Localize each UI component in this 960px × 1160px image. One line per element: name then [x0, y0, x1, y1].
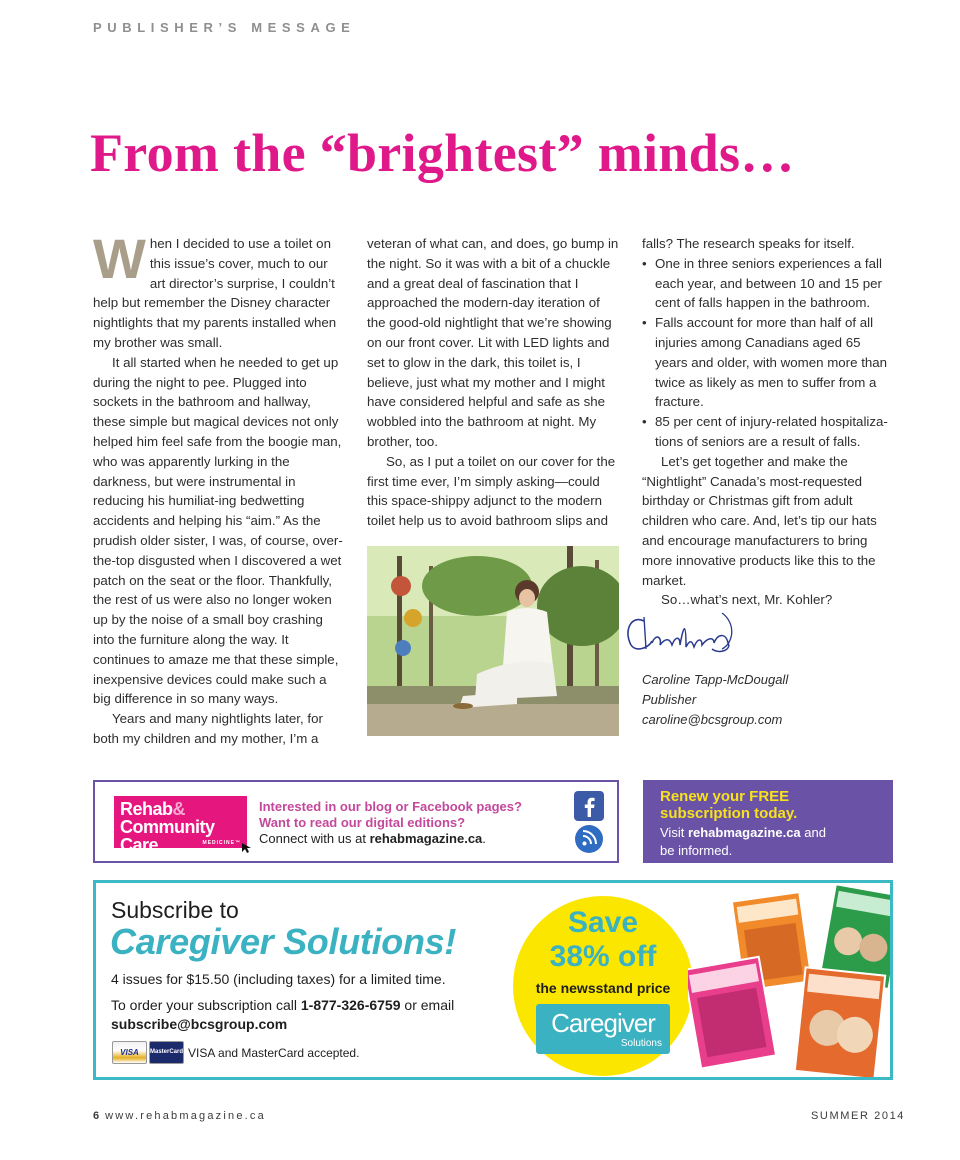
subscribe-order-line — [111, 996, 511, 1034]
footer-left — [93, 1110, 266, 1122]
logo-sub-word: Solutions — [620, 1038, 662, 1049]
signer-name: Caroline Tapp-McDougall — [642, 672, 789, 687]
rss-icon[interactable] — [575, 825, 603, 853]
article-paragraph: Years and many nightlights later, for both my children and my mother, I’m a — [93, 711, 323, 746]
caregiver-solutions-logo — [536, 1004, 670, 1054]
visit-suffix: and — [800, 825, 826, 840]
order-phone[interactable]: 1-877-326-6759 — [300, 997, 401, 1013]
article-column-1 — [93, 227, 345, 749]
renew-visit-line — [660, 824, 876, 842]
subscription-ad — [93, 880, 893, 1080]
social-icons — [573, 790, 605, 859]
renew-site-link[interactable]: rehabmagazine.ca — [687, 825, 801, 840]
order-prefix: To order your subscription call — [111, 997, 301, 1013]
connect-suffix: . — [482, 831, 486, 846]
save-line1: Save — [567, 906, 639, 939]
statistics-list — [642, 254, 894, 452]
rehab-community-care-logo — [114, 796, 247, 855]
article-paragraph: So…what’s next, Mr. Kohler? — [661, 592, 833, 608]
facebook-icon[interactable] — [574, 791, 604, 821]
order-mid: or email — [400, 997, 455, 1013]
paragraph-text: hen I decided to use a toilet on this issue’s cover, much to our art director’s surprise, I couldn’t help but remember the Disney character nightlights that my parents installed when my brother was small. — [93, 236, 337, 350]
logo-main-word: Caregiver — [551, 1008, 655, 1038]
visit-prefix: Visit — [660, 825, 688, 840]
list-item: • One in three seniors experiences a fall each year, and between 10 and 15 per cent of falls happen in the bathroom. — [642, 254, 894, 313]
renew-line3: be informed. — [660, 843, 733, 858]
connect-prefix: Connect with us at — [259, 831, 370, 846]
promo-text — [259, 799, 522, 847]
cursor-icon — [241, 842, 253, 854]
publisher-photo-illustration — [367, 546, 619, 736]
save-line2: 38% off — [549, 940, 657, 973]
signature-block — [642, 670, 788, 730]
signer-email[interactable]: caroline@bcsgroup.com — [642, 712, 783, 727]
save-line3: the newsstand price — [535, 980, 671, 996]
cards-accepted-label: VISA and MasterCard accepted. — [188, 1045, 360, 1060]
footer-site[interactable]: www.rehabmagazine.ca — [105, 1110, 266, 1122]
article-paragraph: So, as I put a toilet on our cover for the first time ever, I’m simply asking—could this space-shippy adjunct to the modern toilet help us to avoid bathroom slips and — [367, 453, 616, 529]
footer-issue: SUMMER 2014 — [811, 1110, 906, 1122]
article-paragraph: falls? The research speaks for itself. — [642, 236, 855, 251]
page-title: From the “brightest” minds… — [90, 123, 795, 183]
renew-heading-line2: subscription today. — [660, 805, 798, 822]
article-column-2 — [367, 234, 619, 736]
publisher-photo — [367, 546, 619, 736]
promo-question-digital: Want to read our digital editions? — [259, 815, 466, 830]
page-number: 6 — [93, 1110, 100, 1122]
subscribe-intro: Subscribe to — [111, 897, 239, 923]
subscribe-price-line: 4 issues for $15.50 (including taxes) for a limited time. — [111, 971, 446, 987]
order-email-link[interactable]: subscribe@bcsgroup.com — [111, 1016, 288, 1032]
promo-connect-line — [259, 831, 522, 847]
logo-tagline: MEDICINE™ — [202, 840, 241, 846]
connect-site-link[interactable]: rehabmagazine.ca — [369, 831, 483, 846]
logo-word-rehab: Rehab — [120, 799, 173, 819]
mastercard-icon: MasterCard — [149, 1041, 184, 1064]
signer-role: Publisher — [642, 692, 697, 707]
drop-cap: W — [93, 227, 146, 290]
article-paragraph — [93, 227, 345, 353]
section-label: PUBLISHER’S MESSAGE — [93, 20, 356, 35]
article-paragraph: It all started when he needed to get up during the night to pee. Plugged into sockets in the bathroom and hallway, these simple but magical devices not only helped him feel safe from the boogie man, who was apparently lurking in the darkness, but were instrumental in reducing his humiliat-ing bedwetting accidents and helping his “aim.” As the prudish older sister, I was, of course, over-the-top disgusted when I discovered a wet patch on the seat or the floor. Thankfully, the rest of us were also no longer woken up by the noise of a small boy crashing into the furniture along the way. It continues to amaze me that these simple, inexpensive devices could make such a big difference in so many ways. — [93, 354, 343, 707]
subscribe-title: Caregiver Solutions! — [110, 921, 457, 962]
article-paragraph: Let’s get together and make the “Nightlight” Canada’s most-requested birthday or Christmas gift from adult children who care. And, let’s tip our hats and encourage manufacturers to bring more innovative products like this to the market. — [642, 453, 877, 588]
renew-heading-line1: Renew your FREE — [660, 788, 790, 805]
article-column-3 — [642, 234, 894, 610]
visa-card-icon: VISA — [112, 1041, 147, 1064]
article-paragraph: veteran of what can, and does, go bump in the night. So it was with a bit of a chuckle and a great deal of fascination that I approached the modern-day iteration of the good-old nightlight that we’re showing on our front cover. Lit with LED lights and set to glow in the dark, this toilet is, I believe, just what my mother and I might have considered helpful and safe as she wobbled into the bathroom at night. My brother, too. — [367, 236, 619, 449]
renew-subscription-box — [643, 780, 893, 863]
social-promo-box — [93, 780, 619, 863]
handwritten-signature — [622, 603, 742, 667]
logo-ampersand: & — [172, 799, 186, 819]
list-item: • 85 per cent of injury-related hospitaliza-tions of seniors are a result of falls. — [642, 412, 894, 452]
list-item: • Falls account for more than half of all injuries among Canadians aged 65 years and older, with women more than twice as likely as men to suffer from a fracture. — [642, 313, 894, 412]
save-badge — [513, 896, 693, 1076]
magazine-covers-illustration — [688, 883, 893, 1080]
payment-cards — [112, 1041, 359, 1064]
logo-word-community-care: Community Care — [120, 817, 215, 855]
promo-question-blog: Interested in our blog or Facebook pages? — [259, 799, 522, 814]
social-icons-svg — [573, 790, 605, 854]
